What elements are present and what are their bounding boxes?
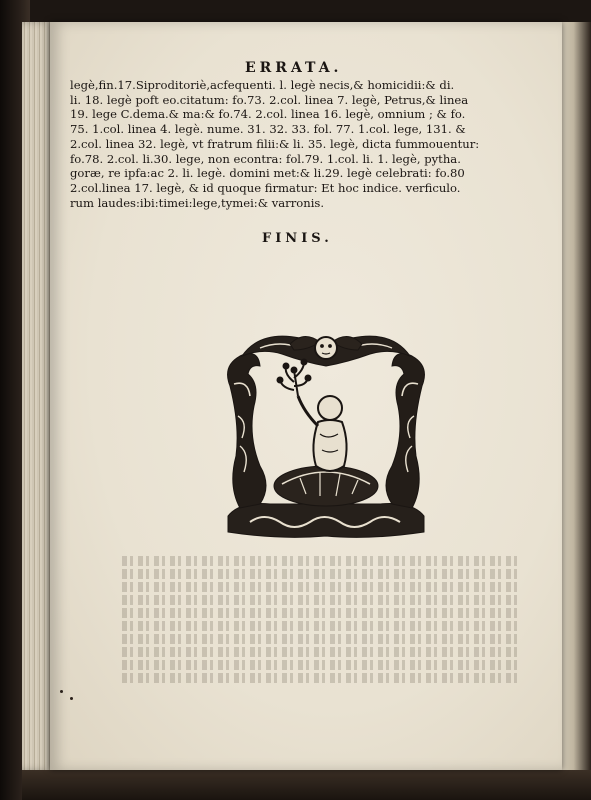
- errata-line: 2.col. linea 32. legè, vt fratrum filii:& li. 35. legè, dicta fummouentur:: [70, 136, 480, 151]
- book-board-bottom: [22, 770, 591, 800]
- errata-line: li. 18. legè poft eo.citatum: fo.73. 2.col. linea 7. legè, Petrus,& linea: [70, 92, 469, 107]
- errata-text: [70, 78, 532, 210]
- ink-speck: [60, 690, 63, 693]
- errata-line: rum laudes:ibi:timei:lege,tymei:& varronis.: [70, 195, 325, 210]
- running-head: ERRATA.: [245, 60, 343, 76]
- ink-speck: [70, 697, 73, 700]
- errata-line: fo.78. 2.col. li.30. lege, non econtra: fol.79. 1.col. li. 1. legè, pytha.: [70, 151, 461, 166]
- right-page-edge: [562, 22, 591, 770]
- errata-line: 75. 1.col. linea 4. legè. nume. 31. 32. 33. fol. 77. 1.col. lege, 131. &: [70, 122, 466, 137]
- errata-line: legè,fin.17.Siproditoriè,acfequenti. l. legè necis,& homicidii:& di.: [70, 78, 455, 92]
- show-through-text: [122, 556, 522, 696]
- woodcut-putto-ornament-icon: [220, 326, 432, 540]
- errata-line: 19. lege C.dema.& ma:& fo.74. 2.col. linea 16. legè, omnium ; & fo.: [70, 107, 466, 122]
- errata-line: goræ, re ipfa:ac 2. li. legè. domini met:& li.29. legè celebrati: fo.80: [70, 166, 465, 181]
- errata-line: 2.col.linea 17. legè, & id quoque firmatur: Et hoc indice. verficulo.: [70, 180, 461, 195]
- finis-heading: FINIS.: [262, 231, 333, 246]
